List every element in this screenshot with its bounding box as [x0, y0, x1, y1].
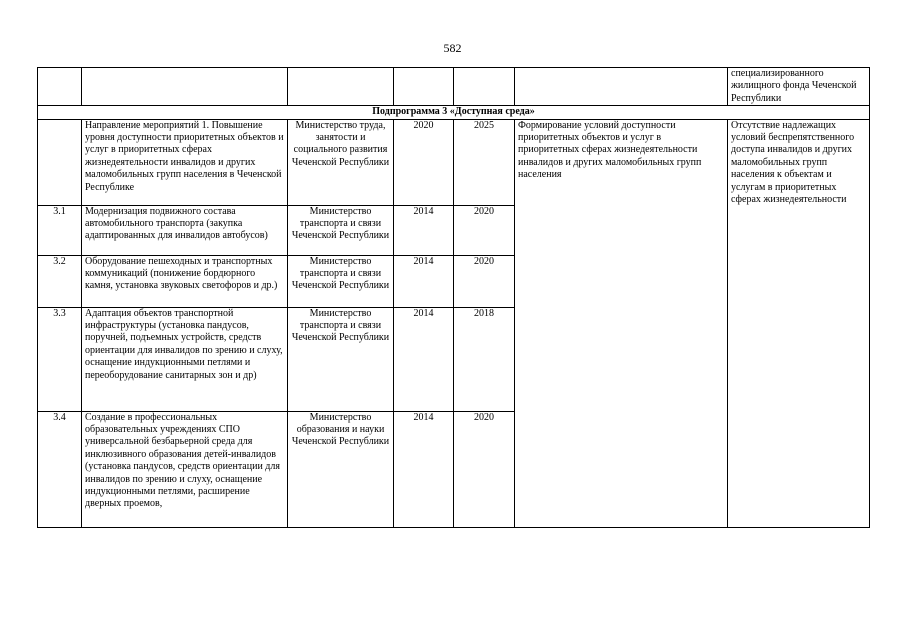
row-executor: Министерство транспорта и связи Чеченской Республики: [288, 255, 394, 307]
cell-num: [38, 68, 82, 106]
direction-consequence: Отсутствие надлежащих условий беспрепятственного доступа инвалидов и других маломобильных групп населения к объектам и услугам в приоритетных сферах жизнедеятельности: [728, 119, 870, 527]
row-end-year: 2020: [454, 255, 515, 307]
row-executor: Министерство образования и науки Чеченской Республики: [288, 411, 394, 527]
row-end-year: 2020: [454, 205, 515, 255]
direction-name: Направление мероприятий 1. Повышение уровня доступности приоритетных объектов и услуг в приоритетных сферах жизнедеятельности инвалидов и других маломобильных групп населения в Чеченской Республике: [82, 119, 288, 205]
page-number: 582: [443, 41, 462, 55]
cell-indicator: специализированного жилищного фонда Чеченской Республики: [728, 68, 870, 106]
cell-start: [394, 68, 454, 106]
direction-result: Формирование условий доступности приоритетных объектов и услуг в приоритетных сферах жизнедеятельности инвалидов и других маломобильных групп населения: [515, 119, 728, 527]
row-end-year: 2020: [454, 411, 515, 527]
row-executor: Министерство транспорта и связи Чеченской Республики: [288, 205, 394, 255]
program-table: [37, 67, 870, 528]
row-name: Модернизация подвижного состава автомобильного транспорта (закупка адаптированных для инвалидов автобусов): [82, 205, 288, 255]
row-start-year: 2014: [394, 255, 454, 307]
row-executor: Министерство транспорта и связи Чеченской Республики: [288, 307, 394, 411]
row-num: 3.1: [38, 205, 82, 255]
row-start-year: 2014: [394, 307, 454, 411]
row-name: Оборудование пешеходных и транспортных коммуникаций (понижение бордюрного камня, установка звуковых светофоров и др.): [82, 255, 288, 307]
row-name: Создание в профессиональных образовательных учреждениях СПО универсальной безбарьерной среда для инклюзивного образования детей-инвалидов (установка пандусов, средств ориентации для инвалидов по зрению и слуху, оснащение индукционными петлями, расширение дверных проемов,: [82, 411, 288, 527]
row-start-year: 2014: [394, 205, 454, 255]
table-row-continued: [38, 68, 870, 106]
row-num: 3.4: [38, 411, 82, 527]
row-num: 3.2: [38, 255, 82, 307]
row-num: 3.3: [38, 307, 82, 411]
row-start-year: 2014: [394, 411, 454, 527]
row-name: Адаптация объектов транспортной инфраструктуры (установка пандусов, поручней, подъемных устройств, средств ориентации для инвалидов по зрению и слуху, оснащение индукционными петлями и переоборудование санитарных зон и др): [82, 307, 288, 411]
table-row-direction: [38, 119, 870, 205]
cell-result: [515, 68, 728, 106]
cell-num: [38, 119, 82, 205]
subprogram-title: Подпрограмма 3 «Доступная среда»: [38, 106, 870, 119]
cell-name: [82, 68, 288, 106]
cell-executor: [288, 68, 394, 106]
cell-end: [454, 68, 515, 106]
row-end-year: 2018: [454, 307, 515, 411]
direction-executor: Министерство труда, занятости и социального развития Чеченской Республики: [288, 119, 394, 205]
direction-start-year: 2020: [394, 119, 454, 205]
direction-end-year: 2025: [454, 119, 515, 205]
subprogram-header-row: [38, 106, 870, 119]
